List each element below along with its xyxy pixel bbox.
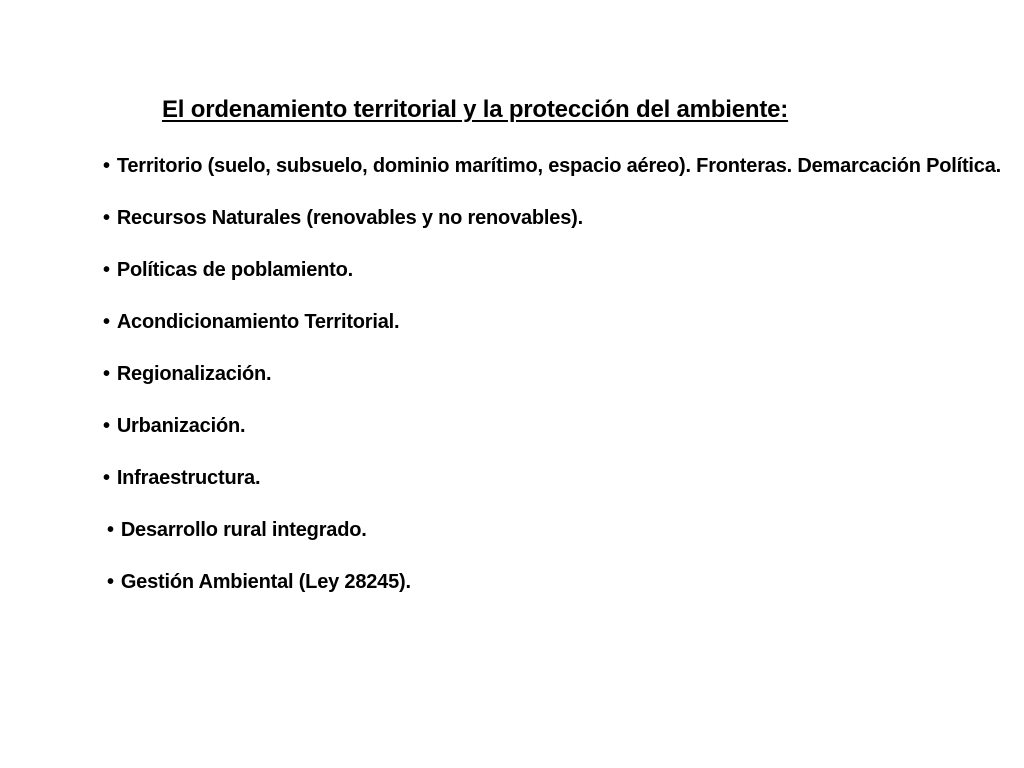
list-item-text: Regionalización. xyxy=(116,363,272,385)
bullet-icon: • xyxy=(107,519,114,541)
bullet-icon: • xyxy=(103,363,110,385)
list-item xyxy=(103,411,1003,463)
list-item-text: Desarrollo rural integrado. xyxy=(120,519,367,541)
list-item xyxy=(103,515,1003,567)
list-item xyxy=(103,359,1003,411)
list-item-text: Urbanización. xyxy=(116,415,246,437)
list-item-text: Políticas de poblamiento. xyxy=(116,259,353,281)
list-item xyxy=(103,567,1003,619)
list-item-text: Acondicionamiento Territorial. xyxy=(116,311,400,333)
bullet-icon: • xyxy=(103,311,110,333)
list-item-text: Recursos Naturales (renovables y no renovables). xyxy=(116,207,583,229)
bullet-icon: • xyxy=(107,571,114,593)
list-item xyxy=(103,463,1003,515)
list-item-text: Gestión Ambiental (Ley 28245). xyxy=(120,571,411,593)
list-item xyxy=(103,255,1003,307)
bullet-icon: • xyxy=(103,155,110,177)
list-item-text: Territorio (suelo, subsuelo, dominio marítimo, espacio aéreo). Fronteras. Demarcación Política. xyxy=(116,155,1001,177)
bullet-icon: • xyxy=(103,207,110,229)
list-item-text: Infraestructura. xyxy=(116,467,261,489)
bullet-icon: • xyxy=(103,415,110,437)
slide-title: El ordenamiento territorial y la protección del ambiente: xyxy=(162,96,789,123)
list-item xyxy=(103,307,1003,359)
bullet-list xyxy=(103,151,1003,619)
bullet-icon: • xyxy=(103,259,110,281)
list-item xyxy=(103,151,1003,181)
list-item xyxy=(103,203,1003,255)
bullet-icon: • xyxy=(103,467,110,489)
